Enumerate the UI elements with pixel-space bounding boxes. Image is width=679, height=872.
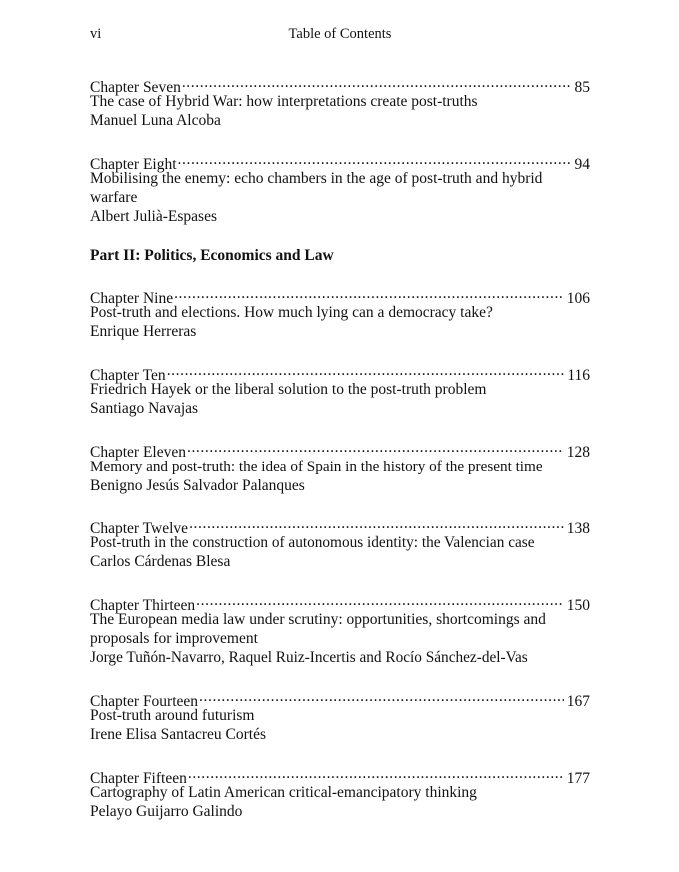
chapter-author: Manuel Luna Alcoba: [90, 112, 221, 129]
dot-leader: [178, 150, 572, 169]
page-reference: 150: [566, 597, 590, 614]
chapter-label: Chapter Eleven: [90, 444, 186, 461]
toc-entry-heading[interactable]: [90, 73, 590, 96]
chapter-title: Post-truth in the construction of autonomous identity: the Valencian case: [90, 534, 535, 551]
toc-entry-heading[interactable]: [90, 361, 590, 384]
toc-entry-chapter-eight: [90, 150, 590, 226]
chapter-label: Chapter Fifteen: [90, 770, 187, 787]
toc-entry-chapter-eleven: [90, 438, 590, 495]
running-title: Table of Contents: [288, 26, 392, 42]
chapter-label: Chapter Twelve: [90, 520, 189, 537]
toc-entry-chapter-fifteen: [90, 764, 590, 821]
toc-entry-heading[interactable]: [90, 514, 590, 537]
toc-entry-heading[interactable]: [90, 764, 590, 787]
chapter-author: Irene Elisa Santacreu Cortés: [90, 726, 267, 743]
dot-leader: [189, 514, 564, 533]
chapter-label: Chapter Fourteen: [90, 693, 199, 710]
chapter-title: Post-truth around futurism: [90, 707, 255, 724]
dot-leader: [199, 687, 564, 706]
page-reference: 116: [567, 367, 590, 384]
chapter-author: Santiago Navajas: [90, 400, 199, 417]
chapter-author: Albert Julià-Espases: [90, 208, 217, 225]
toc-entry-heading[interactable]: [90, 591, 590, 614]
chapter-label: Chapter Ten: [90, 367, 166, 384]
chapter-label: Chapter Eight: [90, 156, 177, 173]
toc-entry-heading[interactable]: [90, 438, 590, 461]
chapter-author: Jorge Tuñón-Navarro, Raquel Ruiz-Incertis and Rocío Sánchez-del-Vas: [90, 649, 528, 666]
chapter-author: Enrique Herreras: [90, 323, 197, 340]
toc-entry-chapter-ten: [90, 361, 590, 418]
toc-entry-heading[interactable]: [90, 687, 590, 710]
dot-leader: [196, 591, 564, 610]
dot-leader: [182, 73, 572, 92]
chapter-author: Pelayo Guijarro Galindo: [90, 803, 243, 820]
page-reference: 177: [566, 770, 590, 787]
toc-entry-chapter-thirteen: [90, 591, 590, 667]
chapter-title: Memory and post-truth: the idea of Spain in the history of the present time: [90, 458, 543, 475]
chapter-label: Chapter Seven: [90, 79, 181, 96]
page-reference: 85: [574, 79, 590, 96]
chapter-author: Carlos Cárdenas Blesa: [90, 553, 231, 570]
part-heading: Part II: Politics, Economics and Law: [90, 247, 334, 264]
toc-entry-chapter-twelve: [90, 514, 590, 571]
chapter-title: Cartography of Latin American critical-emancipatory thinking: [90, 784, 477, 801]
page-reference: 106: [566, 290, 590, 307]
dot-leader: [174, 284, 564, 303]
page-number: vi: [90, 26, 102, 42]
dot-leader: [188, 764, 564, 783]
chapter-label: Chapter Nine: [90, 290, 174, 307]
page-reference: 138: [566, 520, 590, 537]
chapter-title: Post-truth and elections. How much lying can a democracy take?: [90, 304, 493, 321]
chapter-author: Benigno Jesús Salvador Palanques: [90, 477, 305, 494]
chapter-title: The case of Hybrid War: how interpretations create post-truths: [90, 93, 478, 110]
page-header: [90, 25, 590, 45]
chapter-title: The European media law under scrutiny: opportunities, shortcomings and proposals for improvement: [90, 611, 546, 647]
dot-leader: [167, 361, 565, 380]
toc-entry-heading[interactable]: [90, 150, 590, 173]
dot-leader: [187, 438, 564, 457]
page-reference: 128: [566, 444, 590, 461]
toc-entry-chapter-seven: [90, 73, 590, 130]
toc-entry-heading[interactable]: [90, 284, 590, 307]
chapter-title: Friedrich Hayek or the liberal solution to the post-truth problem: [90, 381, 487, 398]
page-reference: 94: [574, 156, 590, 173]
toc-entry-chapter-fourteen: [90, 687, 590, 744]
toc-entry-chapter-nine: [90, 284, 590, 341]
chapter-title: Mobilising the enemy: echo chambers in the age of post-truth and hybrid warfare: [90, 170, 543, 206]
chapter-label: Chapter Thirteen: [90, 597, 196, 614]
page-reference: 167: [566, 693, 590, 710]
